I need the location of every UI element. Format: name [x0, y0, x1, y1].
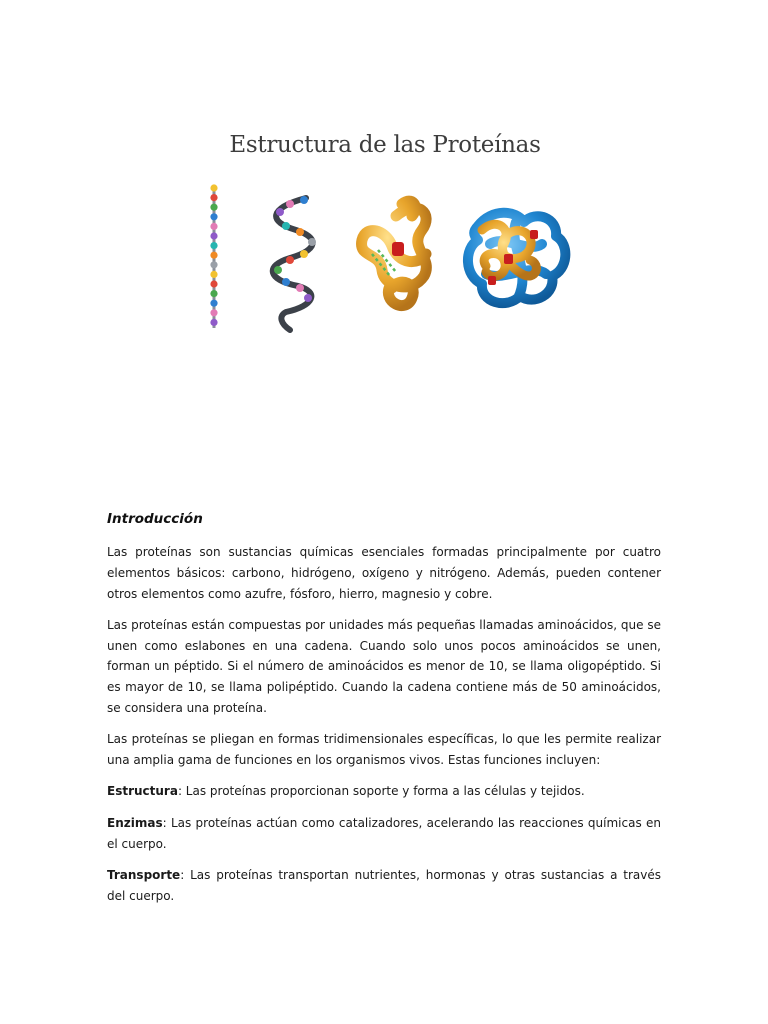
amino-acid-bead: [274, 266, 282, 274]
amino-acid-bead: [210, 280, 217, 287]
paragraph: Las proteínas están compuestas por unidades más pequeñas llamadas aminoácidos, que se unen como eslabones en una cadena. Cuando solo unos pocos aminoácidos se unen, forman un péptido. Si el número de aminoácidos es menor de 10, se llama oligopéptido. Si es mayor de 10, se llama polipéptido. Cuando la cadena contiene más de 50 aminoácidos, se considera una proteína.: [107, 617, 661, 716]
paragraph: Las proteínas son sustancias químicas esenciales formadas principalmente por cuatro elementos básicos: carbono, hidrógeno, oxígeno y nitrógeno. Además, pueden contener otros elementos como azufre, fósforo, hierro, magnesio y cobre.: [107, 545, 661, 601]
amino-acid-bead: [210, 242, 217, 249]
amino-acid-bead: [286, 256, 294, 264]
amino-acid-bead: [296, 228, 304, 236]
function-description: : Las proteínas transportan nutrientes, hormonas y otras sustancias a través del cuerpo.: [107, 867, 661, 903]
amino-acid-bead: [210, 232, 217, 239]
primary-structure-chain-icon: [210, 184, 217, 328]
function-term: Enzimas: [107, 815, 163, 830]
figure-title: Estructura de las Proteínas: [229, 132, 541, 158]
amino-acid-bead: [210, 252, 217, 259]
amino-acid-bead: [308, 238, 316, 246]
protein-structure-figure: [186, 126, 584, 336]
function-description: : Las proteínas proporcionan soporte y forma a las células y tejidos.: [177, 784, 585, 799]
amino-acid-bead: [210, 261, 217, 268]
amino-acid-bead: [210, 319, 217, 326]
amino-acid-bead: [210, 290, 217, 297]
amino-acid-bead: [210, 194, 217, 201]
amino-acid-bead: [300, 196, 308, 204]
amino-acid-bead: [210, 204, 217, 211]
amino-acid-bead: [300, 250, 308, 258]
amino-acid-bead: [210, 223, 217, 230]
amino-acid-bead: [276, 208, 284, 216]
amino-acid-bead: [282, 278, 290, 286]
amino-acid-bead: [286, 200, 294, 208]
amino-acid-bead: [210, 184, 217, 191]
tertiary-structure-fold-icon: [362, 201, 427, 305]
amino-acid-bead: [210, 271, 217, 278]
secondary-structure-helix-icon: [273, 196, 316, 330]
amino-acid-bead: [296, 284, 304, 292]
amino-acid-bead: [210, 300, 217, 307]
function-item-estructura: [107, 781, 661, 802]
quaternary-structure-complex-icon: [468, 213, 565, 303]
amino-acid-bead: [282, 222, 290, 230]
function-item-enzimas: [107, 813, 661, 855]
body-text: [107, 542, 661, 917]
amino-acid-bead: [210, 309, 217, 316]
paragraph: Las proteínas se pliegan en formas tridimensionales específicas, lo que les permite realizar una amplia gama de funciones en los organismos vivos. Estas funciones incluyen:: [107, 732, 661, 768]
section-heading-introduccion: Introducción: [107, 511, 203, 527]
amino-acid-bead: [210, 213, 217, 220]
amino-acid-bead: [304, 294, 312, 302]
function-term: Transporte: [107, 867, 181, 882]
function-item-transporte: [107, 865, 661, 907]
function-term: Estructura: [107, 784, 178, 799]
function-description: : Las proteínas actúan como catalizadores, acelerando las reacciones químicas en el cuerpo.: [107, 815, 661, 851]
